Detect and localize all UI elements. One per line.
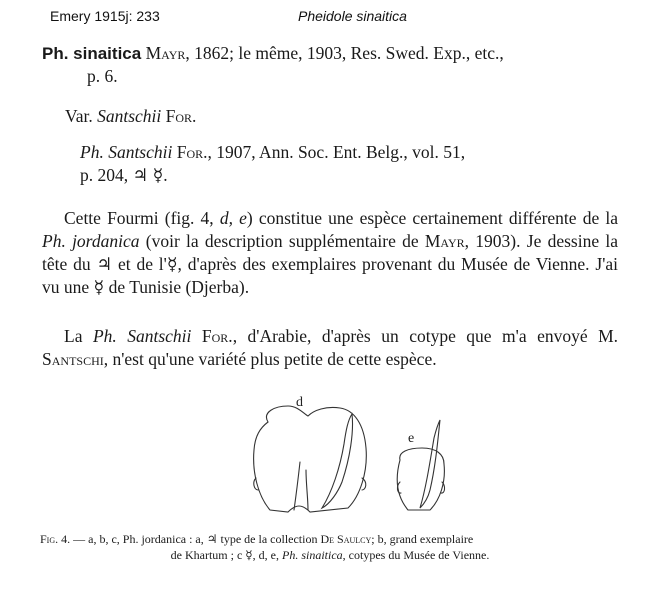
variety-name: Santschii — [97, 106, 162, 126]
head-d-midline — [294, 462, 300, 510]
caption-line-2 — [40, 547, 620, 563]
p2-text-1: La — [64, 326, 83, 346]
figure-4-drawing — [240, 392, 480, 522]
head-e-eye-left — [397, 482, 401, 493]
head-d-scape — [322, 414, 353, 508]
variety-heading — [65, 105, 196, 128]
head-d-frontal — [306, 470, 308, 510]
caption-text-4: , cotypes du Musée de Vienne. — [342, 548, 490, 562]
header-source: Emery 1915j: 233 — [50, 8, 160, 24]
entry-page: p. 6. — [87, 66, 118, 86]
p1-fig-ref: d, e — [219, 208, 247, 228]
caption-fig: Fig. 4. — [40, 532, 71, 546]
p1-text-4: , 1903). Je dessine la tête du ♃ et de l'☿, d'après des exemplaires provenant du Musée de Vienne. J'ai vu une ☿ de Tunisie (Djerba). — [42, 231, 619, 297]
p2-species: Ph. Santschii — [92, 326, 192, 346]
variety-citation — [80, 141, 625, 187]
p1-text-2: ) constitue une espèce certainement différente de la — [246, 208, 619, 228]
caption-text-2: ; b, grand exemplaire — [371, 532, 474, 546]
caption-text-3: de Khartum ; c ☿, d, e, — [170, 548, 279, 562]
paragraph-description — [42, 207, 618, 299]
p2-text-2: , d'Arabie, d'après un cotype que m'a envoyé M. — [232, 326, 619, 346]
citation-author: For. — [176, 142, 208, 162]
head-e-scape — [420, 420, 440, 508]
figure-label-e: e — [408, 431, 415, 446]
entry-author: Mayr — [145, 43, 186, 63]
caption-species: Ph. sinaitica — [281, 548, 343, 562]
figure-label-d: d — [296, 395, 303, 410]
head-e-outline — [397, 448, 444, 510]
p2-person: Santschi — [42, 349, 104, 369]
head-d-outline — [254, 406, 367, 512]
caption-text-1: — a, b, c, Ph. jordanica : a, ♃ type de la collection — [73, 532, 318, 546]
p1-text-3: (voir la description supplémentaire de — [145, 231, 419, 251]
header-species: Pheidole sinaitica — [298, 8, 407, 24]
species-name: Ph. sinaitica — [42, 44, 142, 63]
p1-text-1: Cette Fourmi (fig. 4, — [64, 208, 214, 228]
p2-author: For. — [201, 326, 233, 346]
citation-page: p. 204, ♃ ☿. — [80, 165, 168, 185]
entry-reference: , 1862; le même, 1903, Res. Swed. Exp., etc., — [185, 43, 504, 63]
variety-author: For. — [165, 106, 197, 126]
p1-author: Mayr — [424, 231, 465, 251]
citation-name: Ph. Santschii — [80, 142, 173, 162]
variety-label: Var. — [65, 106, 93, 126]
caption-collector: De Saulcy — [320, 532, 372, 546]
p2-text-3: , n'est qu'une variété plus petite de cette espèce. — [103, 349, 437, 369]
species-entry — [42, 42, 622, 88]
citation-reference: , 1907, Ann. Soc. Ent. Belg., vol. 51, — [207, 142, 466, 162]
p1-species: Ph. jordanica — [42, 231, 140, 251]
paragraph-variety — [42, 325, 618, 371]
figure-caption — [40, 531, 620, 563]
